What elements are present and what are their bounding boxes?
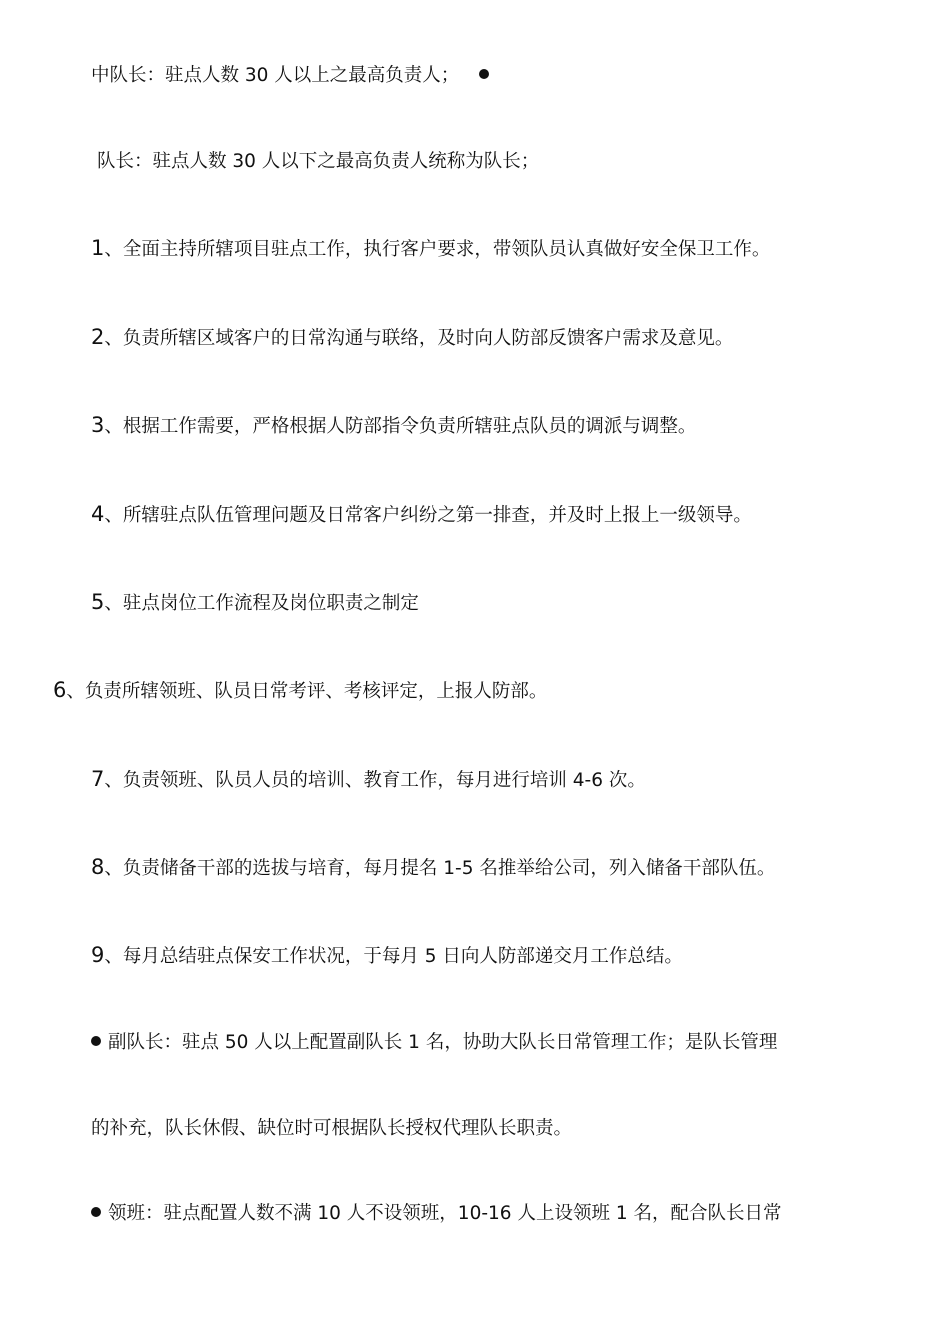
- paragraph-duizhang: [97, 150, 539, 174]
- list-item: [91, 943, 683, 969]
- paragraph-zhongduizhang: [91, 64, 489, 88]
- list-item: [91, 236, 770, 262]
- list-item-number: 8: [91, 855, 105, 879]
- bullet-paragraph-fuduizhang: [91, 1031, 777, 1055]
- list-item-number: 1: [91, 236, 105, 260]
- list-item-number: 3: [91, 413, 105, 437]
- list-item: [91, 502, 752, 528]
- paragraph-text: 中队长：驻点人数 30 人以上之最高负责人；: [91, 65, 460, 86]
- bullet-icon: [91, 1036, 101, 1046]
- list-item: [91, 590, 419, 616]
- list-item-text: 、驻点岗位工作流程及岗位职责之制定: [104, 593, 419, 614]
- list-item: [53, 678, 547, 704]
- list-item: [91, 767, 646, 793]
- list-item: [91, 413, 696, 439]
- list-item-text: 、所辖驻点队伍管理问题及日常客户纠纷之第一排查，并及时上报上一级领导。: [104, 505, 752, 526]
- list-item-text: 、全面主持所辖项目驻点工作，执行客户要求，带领队员认真做好安全保卫工作。: [104, 239, 771, 260]
- paragraph-text: 领班：驻点配置人数不满 10 人不设领班，10-16 人上设领班 1 名，配合队长日常: [108, 1203, 782, 1224]
- list-item-text: 、负责所辖领班、队员日常考评、考核评定，上报人防部。: [66, 681, 548, 702]
- list-item-text: 、负责储备干部的选拔与培育，每月提名 1-5 名推举给公司，列入储备干部队伍。: [104, 858, 776, 879]
- list-item-text: 、每月总结驻点保安工作状况，于每月 5 日向人防部递交月工作总结。: [104, 946, 683, 967]
- bullet-icon: [479, 69, 489, 79]
- list-item: [91, 325, 733, 351]
- paragraph-continuation: [91, 1117, 572, 1141]
- list-item-text: 、负责领班、队员人员的培训、教育工作，每月进行培训 4-6 次。: [104, 770, 646, 791]
- list-item-number: 6: [53, 678, 67, 702]
- bullet-icon: [91, 1207, 101, 1217]
- list-item-text: 、负责所辖区域客户的日常沟通与联络，及时向人防部反馈客户需求及意见。: [104, 328, 734, 349]
- paragraph-text: 的补充，队长休假、缺位时可根据队长授权代理队长职责。: [91, 1118, 573, 1139]
- list-item-text: 、根据工作需要，严格根据人防部指令负责所辖驻点队员的调派与调整。: [104, 416, 697, 437]
- paragraph-text: 队长：驻点人数 30 人以下之最高负责人统称为队长；: [97, 151, 540, 172]
- list-item-number: 5: [91, 590, 105, 614]
- list-item-number: 2: [91, 325, 105, 349]
- bullet-paragraph-lingban: [91, 1202, 781, 1226]
- list-item-number: 7: [91, 767, 105, 791]
- list-item-number: 9: [91, 943, 105, 967]
- paragraph-text: 副队长：驻点 50 人以上配置副队长 1 名，协助大队长日常管理工作；是队长管理: [108, 1032, 778, 1053]
- list-item-number: 4: [91, 502, 105, 526]
- list-item: [91, 855, 775, 881]
